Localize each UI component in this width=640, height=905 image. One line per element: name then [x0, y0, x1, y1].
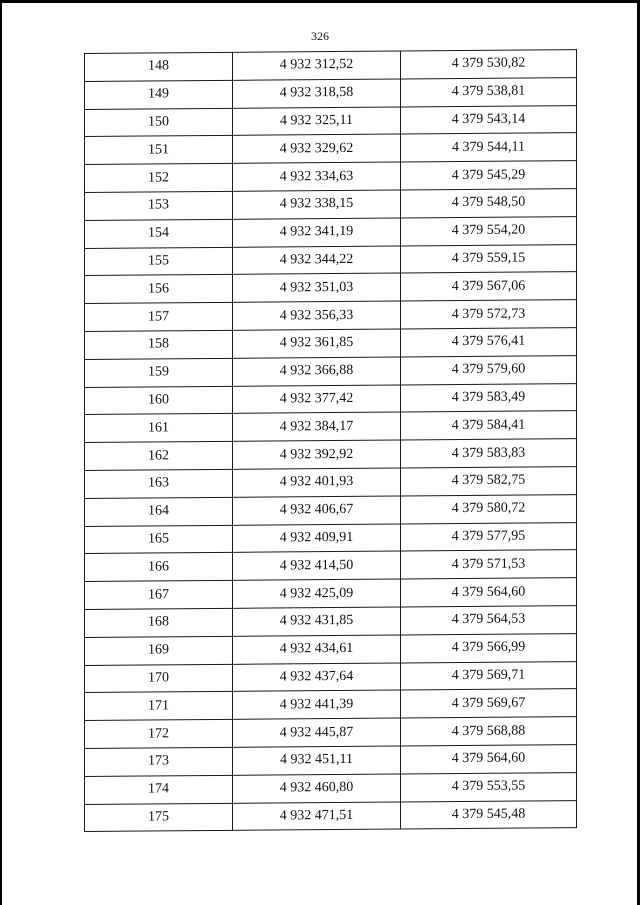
y-coordinate-cell: 4 379 564,60	[401, 578, 577, 607]
x-coordinate-cell: 4 932 361,85	[233, 329, 401, 358]
y-coordinate-cell: 4 379 564,53	[401, 606, 577, 635]
point-number-cell: 156	[85, 275, 233, 304]
scan-border-top	[0, 0, 640, 3]
table-row	[85, 216, 577, 248]
point-number-cell: 153	[85, 191, 233, 220]
y-coordinate-cell: 4 379 545,29	[401, 161, 577, 190]
table-row	[85, 633, 577, 665]
x-coordinate-cell: 4 932 338,15	[233, 190, 401, 219]
x-coordinate-cell: 4 932 406,67	[233, 496, 401, 525]
scan-border-left	[0, 0, 2, 905]
table-row	[85, 300, 577, 332]
table-row	[85, 745, 577, 777]
y-coordinate-cell: 4 379 568,88	[401, 717, 577, 746]
y-coordinate-cell: 4 379 567,06	[401, 272, 577, 301]
y-coordinate-cell: 4 379 576,41	[401, 328, 577, 357]
table-row	[85, 133, 577, 165]
coordinates-table	[84, 49, 577, 832]
point-number-cell: 162	[85, 441, 233, 470]
x-coordinate-cell: 4 932 377,42	[233, 385, 401, 414]
point-number-cell: 160	[85, 386, 233, 415]
table-row	[85, 772, 577, 804]
point-number-cell: 150	[85, 108, 233, 137]
y-coordinate-cell: 4 379 584,41	[401, 411, 577, 440]
y-coordinate-cell: 4 379 577,95	[401, 522, 577, 551]
x-coordinate-cell: 4 932 384,17	[233, 412, 401, 441]
point-number-cell: 172	[85, 719, 233, 748]
table-row	[85, 161, 577, 193]
point-number-cell: 164	[85, 497, 233, 526]
table-row	[85, 244, 577, 276]
table-row	[85, 522, 577, 554]
x-coordinate-cell: 4 932 471,51	[233, 802, 401, 831]
x-coordinate-cell: 4 932 325,11	[233, 107, 401, 136]
y-coordinate-cell: 4 379 580,72	[401, 494, 577, 523]
x-coordinate-cell: 4 932 425,09	[233, 579, 401, 608]
y-coordinate-cell: 4 379 545,48	[401, 800, 577, 829]
y-coordinate-cell: 4 379 548,50	[401, 189, 577, 218]
table-row	[85, 661, 577, 693]
point-number-cell: 148	[85, 52, 233, 81]
page-number: 326	[311, 29, 329, 43]
table-row	[85, 272, 577, 304]
x-coordinate-cell: 4 932 334,63	[233, 162, 401, 191]
x-coordinate-cell: 4 932 341,19	[233, 218, 401, 247]
x-coordinate-cell: 4 932 431,85	[233, 607, 401, 636]
point-number-cell: 168	[85, 608, 233, 637]
y-coordinate-cell: 4 379 564,60	[401, 745, 577, 774]
x-coordinate-cell: 4 932 460,80	[233, 774, 401, 803]
table-row	[85, 355, 577, 387]
table-row	[85, 800, 577, 832]
point-number-cell: 154	[85, 219, 233, 248]
point-number-cell: 155	[85, 247, 233, 276]
point-number-cell: 169	[85, 636, 233, 665]
x-coordinate-cell: 4 932 312,52	[233, 51, 401, 80]
x-coordinate-cell: 4 932 434,61	[233, 635, 401, 664]
x-coordinate-cell: 4 932 344,22	[233, 246, 401, 275]
point-number-cell: 152	[85, 164, 233, 193]
coordinates-table-body	[85, 50, 577, 832]
x-coordinate-cell: 4 932 409,91	[233, 524, 401, 553]
point-number-cell: 166	[85, 553, 233, 582]
x-coordinate-cell: 4 932 414,50	[233, 551, 401, 580]
y-coordinate-cell: 4 379 538,81	[401, 77, 577, 106]
table-row	[85, 189, 577, 221]
y-coordinate-cell: 4 379 583,83	[401, 439, 577, 468]
table-row	[85, 105, 577, 137]
y-coordinate-cell: 4 379 566,99	[401, 633, 577, 662]
point-number-cell: 173	[85, 747, 233, 776]
y-coordinate-cell: 4 379 571,53	[401, 550, 577, 579]
point-number-cell: 163	[85, 469, 233, 498]
point-number-cell: 149	[85, 80, 233, 109]
x-coordinate-cell: 4 932 451,11	[233, 746, 401, 775]
x-coordinate-cell: 4 932 392,92	[233, 440, 401, 469]
x-coordinate-cell: 4 932 437,64	[233, 663, 401, 692]
table-row	[85, 578, 577, 610]
y-coordinate-cell: 4 379 583,49	[401, 383, 577, 412]
y-coordinate-cell: 4 379 544,11	[401, 133, 577, 162]
point-number-cell: 174	[85, 775, 233, 804]
y-coordinate-cell: 4 379 569,67	[401, 689, 577, 718]
point-number-cell: 161	[85, 414, 233, 443]
table-row	[85, 717, 577, 749]
table-row	[85, 689, 577, 721]
point-number-cell: 158	[85, 330, 233, 359]
x-coordinate-cell: 4 932 351,03	[233, 273, 401, 302]
x-coordinate-cell: 4 932 329,62	[233, 134, 401, 163]
table-row	[85, 50, 577, 82]
point-number-cell: 151	[85, 136, 233, 165]
table-row	[85, 383, 577, 415]
table-row	[85, 77, 577, 109]
x-coordinate-cell: 4 932 445,87	[233, 718, 401, 747]
table-row	[85, 411, 577, 443]
y-coordinate-cell: 4 379 572,73	[401, 300, 577, 329]
table-row	[85, 328, 577, 360]
x-coordinate-cell: 4 932 441,39	[233, 690, 401, 719]
x-coordinate-cell: 4 932 356,33	[233, 301, 401, 330]
y-coordinate-cell: 4 379 554,20	[401, 216, 577, 245]
y-coordinate-cell: 4 379 559,15	[401, 244, 577, 273]
point-number-cell: 159	[85, 358, 233, 387]
x-coordinate-cell: 4 932 318,58	[233, 79, 401, 108]
point-number-cell: 170	[85, 664, 233, 693]
point-number-cell: 157	[85, 303, 233, 332]
y-coordinate-cell: 4 379 543,14	[401, 105, 577, 134]
point-number-cell: 171	[85, 692, 233, 721]
y-coordinate-cell: 4 379 582,75	[401, 467, 577, 496]
table-row	[85, 467, 577, 499]
table-row	[85, 550, 577, 582]
table-row	[85, 606, 577, 638]
point-number-cell: 167	[85, 580, 233, 609]
x-coordinate-cell: 4 932 366,88	[233, 357, 401, 386]
y-coordinate-cell: 4 379 579,60	[401, 355, 577, 384]
y-coordinate-cell: 4 379 530,82	[401, 50, 577, 79]
table-row	[85, 439, 577, 471]
y-coordinate-cell: 4 379 569,71	[401, 661, 577, 690]
point-number-cell: 175	[85, 803, 233, 832]
x-coordinate-cell: 4 932 401,93	[233, 468, 401, 497]
point-number-cell: 165	[85, 525, 233, 554]
table-row	[85, 494, 577, 526]
y-coordinate-cell: 4 379 553,55	[401, 772, 577, 801]
